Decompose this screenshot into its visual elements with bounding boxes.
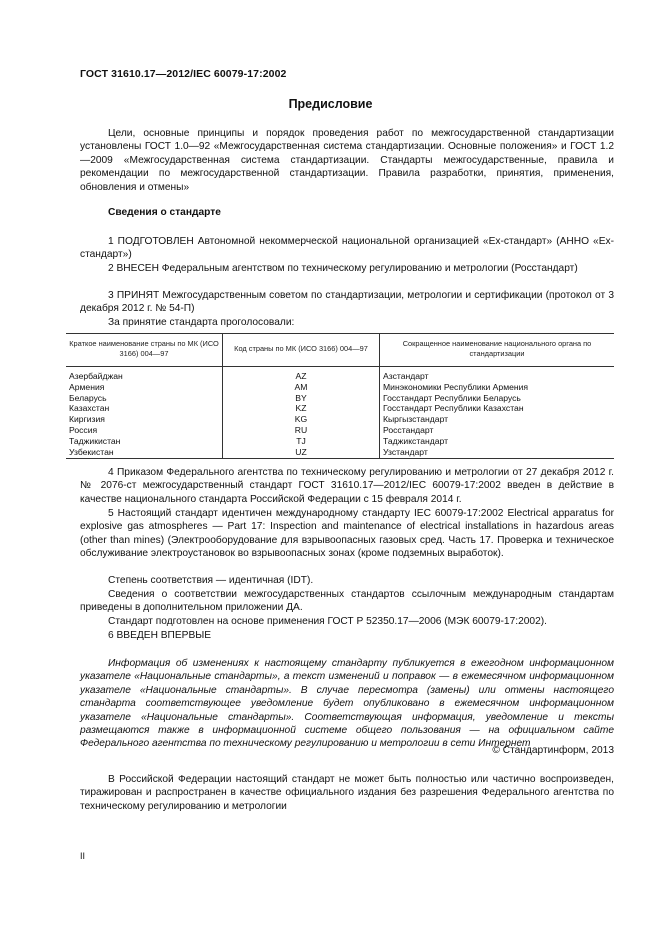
table-row — [66, 425, 614, 436]
table-cell-code: TJ — [223, 436, 380, 447]
vote-line: За принятие стандарта проголосовали: — [108, 317, 295, 328]
table-cell-body: Росстандарт — [380, 425, 615, 436]
document-header: ГОСТ 31610.17—2012/IEC 60079-17:2002 — [80, 68, 287, 80]
refs-paragraph: Сведения о соответствии межгосударственных стандартов ссылочным международным стандартам приведены в дополнительном приложении ДА. — [80, 589, 614, 614]
table-cell-country: Киргизия — [69, 414, 105, 425]
table-cell-code: UZ — [223, 447, 380, 459]
table-row — [66, 382, 614, 393]
table-cell-body: Азстандарт — [380, 367, 615, 382]
table-cell-country: Азербайджан — [69, 371, 123, 381]
table-row — [66, 436, 614, 447]
item-1: 1 ПОДГОТОВЛЕН Автономной некоммерческой национальной организацией «Ех-стандарт» (АННО «Ех-стандарт») — [80, 236, 614, 261]
table-cell-country: Беларусь — [69, 392, 107, 403]
restriction-paragraph: В Российской Федерации настоящий стандарт не может быть полностью или частично воспроизведен, тиражирован и распространен в качестве официального издания без разрешения Федерального агентства по техническому регулированию и метрологии — [80, 774, 614, 812]
table-cell-country: Армения — [69, 381, 105, 392]
item-4: 4 Приказом Федерального агентства по техническому регулированию и метрологии от 27 декабря 2012 г. № 2076-ст межгосударственный стандарт ГОСТ 31610.17—2012/IEC 60079-17:2002 введен в действие в качестве национального стандарта Российской Федерации с 15 февраля 2014 г. — [80, 467, 614, 505]
table-cell-code: KG — [223, 414, 380, 425]
table-row — [66, 403, 614, 414]
column-header-body: Сокращенное наименование национального органа по стандартизации — [380, 334, 615, 367]
intro-paragraph: Цели, основные принципы и порядок проведения работ по межгосударственной стандартизации установлены ГОСТ 1.0—92 «Межгосударственная система стандартизации. Основные положения» и ГОСТ 1.2—2009 «Межгосударственная система стандартизации. Стандарты межгосударственные, правила и рекомендации по межгосударственной стандартизации. Правила разработки, принятия, применения, обновления и отмены» — [80, 128, 614, 193]
table-row — [66, 393, 614, 404]
table-cell-country: Узбекистан — [66, 447, 223, 459]
column-header-country: Краткое наименование страны по МК (ИСО 3166) 004—97 — [66, 334, 223, 367]
table-row — [66, 367, 614, 382]
table-cell-body: Кыргызстандарт — [380, 414, 615, 425]
table-header-row — [66, 334, 614, 367]
prepared-line: Стандарт подготовлен на основе применения ГОСТ Р 52350.17—2006 (МЭК 60079-17:2002). — [108, 616, 547, 627]
table-cell-body: Узстандарт — [380, 447, 615, 459]
column-header-code: Код страны по МК (ИСО 3166) 004—97 — [223, 334, 380, 367]
table-cell-body: Госстандарт Республики Беларусь — [380, 393, 615, 404]
table-cell-code: AZ — [223, 367, 380, 382]
table-cell-code: AM — [223, 382, 380, 393]
page-number: II — [80, 851, 86, 861]
item-2: 2 ВНЕСЕН Федеральным агентством по техническому регулированию и метрологии (Росстандарт) — [108, 263, 578, 274]
degree-line: Степень соответствия — идентичная (IDT). — [108, 575, 314, 586]
item-5: 5 Настоящий стандарт идентичен международному стандарту IEC 60079-17:2002 Electrical apparatus for explosive gas atmospheres — Part 17: Inspection and maintenance of electrical installations in hazardous areas (other than mines) (Электрооборудование для взрывоопасных газовых сред. Часть 17. Проверка и техническое обслуживание электроустановок во взрывоопасных зонах (кроме подземных выработок). — [80, 508, 614, 560]
table-cell-body: Минэкономики Республики Армения — [380, 382, 615, 393]
table-cell-body: Госстандарт Республики Казахстан — [380, 403, 615, 414]
table-cell-code: RU — [223, 425, 380, 436]
table-cell-country: Россия — [69, 424, 98, 435]
section-subheading: Сведения о стандарте — [108, 207, 221, 218]
table-cell-code: KZ — [223, 403, 380, 414]
table-row — [66, 447, 614, 459]
table-cell-country: Казахстан — [69, 403, 110, 414]
copyright-line: © Стандартинформ, 2013 — [492, 745, 614, 756]
item-3: 3 ПРИНЯТ Межгосударственным советом по стандартизации, метрологии и сертификации (протокол от 3 декабря 2012 г. № 54-П) — [80, 290, 614, 315]
notice-paragraph: Информация об изменениях к настоящему стандарту публикуется в ежегодном информационном указателе «Национальные стандарты», а текст изменений и поправок — в ежемесячном информационном указателе «Национальные стандарты». В случае пересмотра (замены) или отмены настоящего стандарта соответствующее уведомление будет опубликовано в ежемесячном информационном указателе «Национальные стандарты». Соответствующая информация, уведомление и тексты размещаются также в информационной системе общего пользования — на официальном сайте Федерального агентства по техническому регулированию и метрологии в сети Интернет — [80, 658, 614, 750]
page-title: Предисловие — [288, 97, 373, 111]
item-6: 6 ВВЕДЕН ВПЕРВЫЕ — [108, 630, 212, 641]
table-row — [66, 414, 614, 425]
table-cell-country: Таджикистан — [69, 435, 121, 446]
table-cell-code: BY — [223, 393, 380, 404]
table-cell-body: Таджикстандарт — [380, 436, 615, 447]
voting-table — [66, 333, 614, 459]
